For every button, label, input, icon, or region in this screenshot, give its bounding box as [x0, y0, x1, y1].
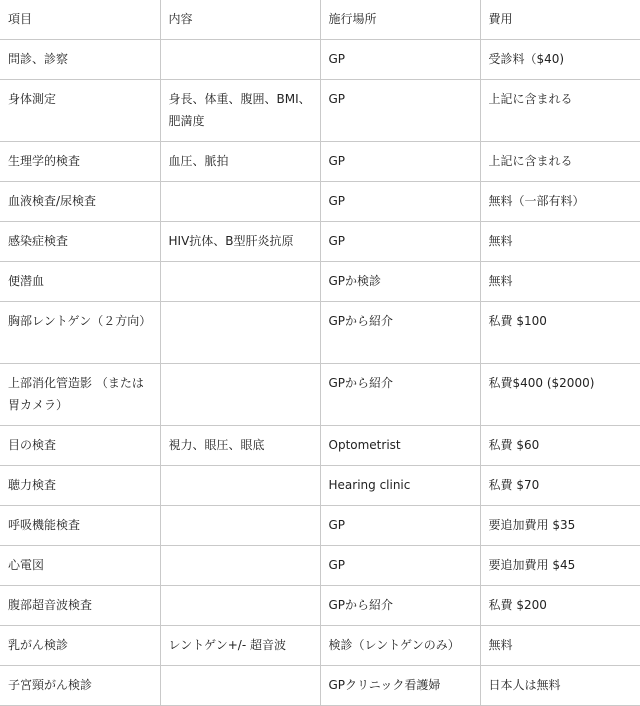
cell-item: 呼吸機能検査: [0, 506, 160, 546]
cell-cost: 私費 $200: [480, 586, 640, 626]
cell-cost: 要追加費用 $35: [480, 506, 640, 546]
cell-cost: 無料: [480, 222, 640, 262]
header-place: 施行場所: [320, 0, 480, 40]
cell-content: [160, 182, 320, 222]
cell-content: HIV抗体、B型肝炎抗原: [160, 222, 320, 262]
cell-place: GP: [320, 142, 480, 182]
cell-cost: 日本人は無料: [480, 666, 640, 706]
cell-item: 問診、診察: [0, 40, 160, 80]
table-row: [0, 40, 640, 80]
table-row: [0, 466, 640, 506]
cell-content: [160, 302, 320, 364]
cell-place: GP: [320, 80, 480, 142]
cell-item: 目の検査: [0, 426, 160, 466]
header-item: 項目: [0, 0, 160, 40]
cell-content: 視力、眼圧、眼底: [160, 426, 320, 466]
table-row: [0, 506, 640, 546]
cell-content: [160, 586, 320, 626]
cell-cost: 私費 $100: [480, 302, 640, 364]
cell-cost: 私費 $60: [480, 426, 640, 466]
cell-item: 乳がん検診: [0, 626, 160, 666]
cell-place: GP: [320, 222, 480, 262]
cell-place: 検診（レントゲンのみ）: [320, 626, 480, 666]
cell-item: 心電図: [0, 546, 160, 586]
cell-place: GPから紹介: [320, 302, 480, 364]
cell-item: 生理学的検査: [0, 142, 160, 182]
cell-item: 子宮頸がん検診: [0, 666, 160, 706]
cell-item: 聴力検査: [0, 466, 160, 506]
table-row: [0, 182, 640, 222]
cell-place: GPから紹介: [320, 364, 480, 426]
cell-item: 胸部レントゲン（２方向）: [0, 302, 160, 364]
cell-item: 上部消化管造影 （または胃カメラ）: [0, 364, 160, 426]
cell-content: [160, 506, 320, 546]
cell-item: 身体測定: [0, 80, 160, 142]
cell-content: [160, 364, 320, 426]
table-row: [0, 262, 640, 302]
cell-content: レントゲン+/- 超音波: [160, 626, 320, 666]
cell-cost: 上記に含まれる: [480, 142, 640, 182]
table-row: [0, 302, 640, 364]
cell-content: 身長、体重、腹囲、BMI、肥満度: [160, 80, 320, 142]
cell-content: [160, 40, 320, 80]
cell-item: 腹部超音波検査: [0, 586, 160, 626]
table-row: [0, 142, 640, 182]
cell-place: Optometrist: [320, 426, 480, 466]
cell-place: GPから紹介: [320, 586, 480, 626]
cell-content: [160, 546, 320, 586]
cell-cost: 私費 $70: [480, 466, 640, 506]
cell-cost: 要追加費用 $45: [480, 546, 640, 586]
cell-cost: 無料（一部有料）: [480, 182, 640, 222]
cell-place: GP: [320, 506, 480, 546]
table-row: [0, 546, 640, 586]
cell-cost: 無料: [480, 262, 640, 302]
cell-cost: 私費$400 ($2000): [480, 364, 640, 426]
cell-place: GPクリニック看護婦: [320, 666, 480, 706]
cell-cost: 無料: [480, 626, 640, 666]
cell-content: [160, 466, 320, 506]
table-row: [0, 586, 640, 626]
header-cost: 費用: [480, 0, 640, 40]
table-row: [0, 222, 640, 262]
cell-content: 血圧、脈拍: [160, 142, 320, 182]
cell-place: Hearing clinic: [320, 466, 480, 506]
table-header-row: [0, 0, 640, 40]
table-row: [0, 80, 640, 142]
cell-place: GPか検診: [320, 262, 480, 302]
header-content: 内容: [160, 0, 320, 40]
cell-place: GP: [320, 40, 480, 80]
cell-place: GP: [320, 546, 480, 586]
cell-item: 便潜血: [0, 262, 160, 302]
table-row: [0, 364, 640, 426]
cell-item: 感染症検査: [0, 222, 160, 262]
cell-place: GP: [320, 182, 480, 222]
cell-cost: 受診料（$40): [480, 40, 640, 80]
cell-cost: 上記に含まれる: [480, 80, 640, 142]
cell-item: 血液検査/尿検査: [0, 182, 160, 222]
table-row: [0, 426, 640, 466]
table-row: [0, 626, 640, 666]
cell-content: [160, 262, 320, 302]
